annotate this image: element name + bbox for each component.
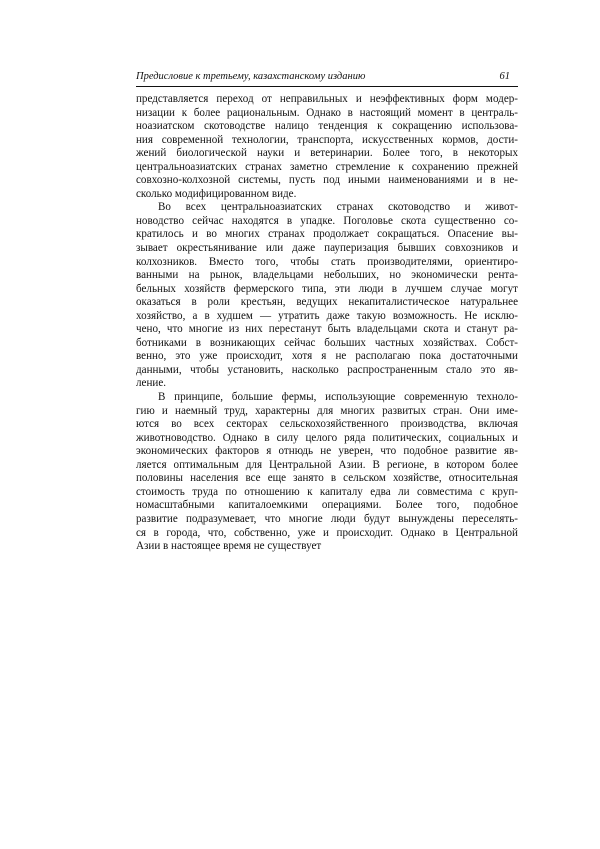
text-line: ляется оптимальным для Центральной Азии. В регионе, в котором более: [136, 458, 518, 471]
text-line: чено, что многие из них перестанут быть владельцами скота и станут ра-: [136, 323, 518, 336]
text-line: данными, чтобы установить, насколько распространенным стало это яв-: [136, 363, 518, 376]
text-line: ются во всех секторах сельскохозяйственного производства, включая: [136, 418, 518, 431]
paragraph-2: [136, 201, 518, 391]
text-line: половины населения все еще занято в сельском хозяйстве, относительная: [136, 472, 518, 485]
text-line: центральноазиатских странах заметно стремление к сохранению прежней: [136, 160, 518, 173]
body-text: [136, 93, 518, 554]
text-line: оказаться в роли крестьян, ведущих некапиталистическое натуральнее: [136, 296, 518, 309]
text-line: В принципе, большие фермы, использующие современную техноло-: [158, 391, 518, 404]
paragraph-3: [136, 391, 518, 554]
text-line: ванными на рынок, владельцами небольших, но экономически рента-: [136, 269, 518, 282]
text-line: колхозников. Вместо того, чтобы стать производителями, ориентиро-: [136, 255, 518, 268]
text-line: ноазиатском скотоводстве налицо тенденция к сокращению использова-: [136, 120, 518, 133]
text-line: представляется переход от неправильных и неэффективных форм модер-: [136, 93, 518, 105]
text-line: жений биологической науки и ветеринарии. Более того, в некоторых: [136, 147, 518, 160]
text-line: зывает окрестьянивание или даже пауперизация бывших совхозников и: [136, 242, 518, 255]
text-line: ление.: [136, 377, 167, 390]
text-line: животноводство. Однако в силу целого ряда политических, социальных и: [136, 431, 518, 444]
text-line: Азии в настоящее время не существует: [136, 540, 322, 553]
page-number: 61: [499, 71, 510, 82]
text-line: хозяйство, а в худшем — утратить даже такую возможность. Не исклю-: [136, 309, 518, 322]
text-line: низации к более рациональным. Однако в настоящий момент в централь-: [136, 106, 518, 119]
text-line: кратилось и во многих странах продолжает сокращаться. Опасение вы-: [136, 228, 518, 241]
text-line: номасштабными капиталоемкими операциями. Более того, подобное: [136, 499, 518, 512]
text-line: венно, это уже происходит, хотя я не располагаю пока достаточными: [136, 350, 518, 363]
running-header: [136, 70, 518, 87]
text-line: сколько модифицированном виде.: [136, 187, 297, 200]
text-line: ния современной технологии, транспорта, искусственных кормов, дости-: [136, 133, 518, 146]
text-line: стоимость труда по отношению к капиталу едва ли совместима с круп-: [136, 485, 518, 498]
text-line: новодство сейчас находятся в упадке. Поголовье скота существенно со-: [136, 214, 518, 227]
text-line: ботниками в возникающих сейчас больших частных хозяйствах. Собст-: [136, 336, 518, 349]
text-line: Во всех центральноазиатских странах скотоводство и живот-: [158, 201, 518, 214]
text-line: ся в города, что, собственно, уже и происходит. Однако в Центральной: [136, 526, 518, 539]
running-header-title: Предисловие к третьему, казахстанскому изданию: [136, 71, 366, 82]
text-line: гию и наемный труд, характерны для многих развитых стран. Они име-: [136, 404, 518, 417]
text-line: бельных хозяйств фермерского типа, эти люди в лучшем случае могут: [136, 282, 518, 295]
text-line: совхозно-колхозной системы, пусть под иными наименованиями и в не-: [136, 174, 518, 187]
text-line: экономических факторов я отнюдь не уверен, что подобное развитие яв-: [136, 445, 518, 458]
paragraph-1: [136, 93, 518, 201]
text-line: развитие подразумевает, что многие люди будут вынуждены переселять-: [136, 512, 518, 525]
